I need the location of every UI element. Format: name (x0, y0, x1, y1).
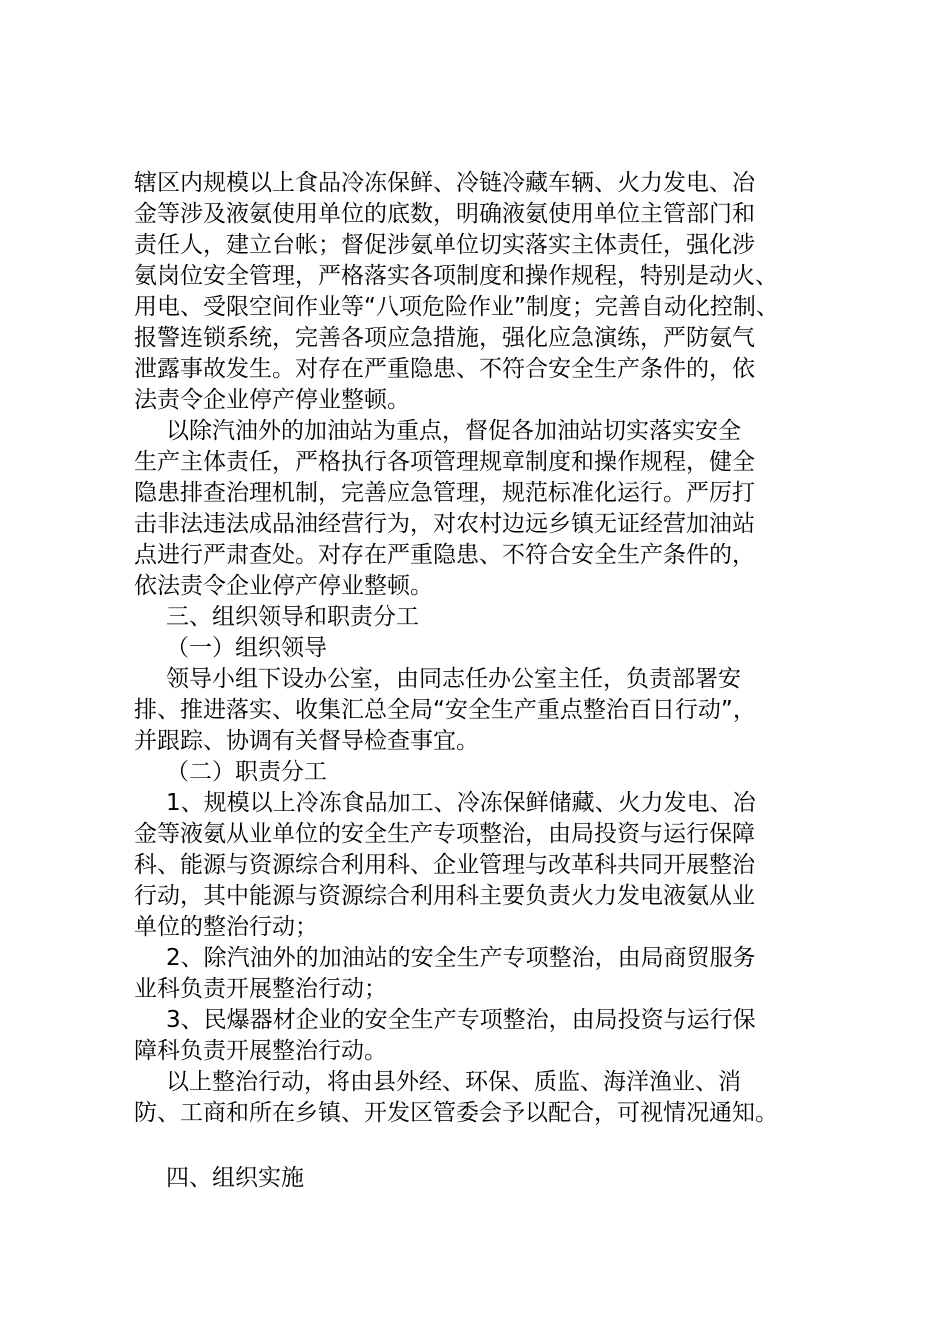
text-line: 金等液氨从业单位的安全生产专项整治，由局投资与运行保障 (134, 821, 755, 847)
text-line: 领导小组下设办公室，由同志任办公室主任，负责部署安 (166, 666, 741, 692)
text-line: 报警连锁系统，完善各项应急措施，强化应急演练，严防氨气 (134, 325, 755, 351)
text-line: 用电、受限空间作业等“八项危险作业”制度；完善自动化控制、 (134, 294, 779, 320)
text-line: 辖区内规模以上食品冷冻保鲜、冷链冷藏车辆、火力发电、冶 (134, 170, 755, 196)
text-line: 排、推进落实、收集汇总全局“安全生产重点整治百日行动”， (134, 697, 756, 723)
paragraph (134, 788, 834, 943)
section-heading (134, 633, 834, 664)
text-line: （一）组织领导 (166, 635, 327, 661)
text-line: 隐患排查治理机制，完善应急管理，规范标准化运行。严厉打 (134, 480, 755, 506)
paragraph (134, 416, 834, 602)
text-line: 障科负责开展整治行动。 (134, 1038, 387, 1064)
text-line: 泄露事故发生。对存在严重隐患、不符合安全生产条件的，依 (134, 356, 755, 382)
text-line: 金等涉及液氨使用单位的底数，明确液氨使用单位主管部门和 (134, 201, 755, 227)
text-line: 氨岗位安全管理，严格落实各项制度和操作规程，特别是动火、 (134, 263, 778, 289)
text-line: （二）职责分工 (166, 759, 327, 785)
paragraph (134, 1005, 834, 1067)
text-line: 生产主体责任，严格执行各项管理规章制度和操作规程，健全 (134, 449, 755, 475)
text-line: 法责令企业停产停业整顿。 (134, 387, 410, 413)
text-line: 3、民爆器材企业的安全生产专项整治，由局投资与运行保 (166, 1007, 756, 1033)
document-body (134, 168, 834, 1194)
text-line: 业科负责开展整治行动； (134, 976, 387, 1002)
text-line: 以上整治行动，将由县外经、环保、质监、海洋渔业、消 (166, 1069, 741, 1095)
paragraph (134, 943, 834, 1005)
paragraph (134, 1067, 834, 1129)
text-line: 行动，其中能源与资源综合利用科主要负责火力发电液氨从业 (134, 883, 755, 909)
text-line: 并跟踪、协调有关督导检查事宜。 (134, 728, 479, 754)
paragraph (134, 168, 834, 416)
section-heading (134, 1163, 834, 1194)
section-heading (134, 757, 834, 788)
text-line: 依法责令企业停产停业整顿。 (134, 573, 433, 599)
paragraph (134, 664, 834, 757)
text-line: 击非法违法成品油经营行为，对农村边远乡镇无证经营加油站 (134, 511, 755, 537)
text-line: 三、组织领导和职责分工 (166, 604, 419, 630)
text-line: 以除汽油外的加油站为重点，督促各加油站切实落实安全 (166, 418, 741, 444)
text-line: 四、组织实施 (166, 1165, 304, 1191)
text-line: 2、除汽油外的加油站的安全生产专项整治，由局商贸服务 (166, 945, 756, 971)
text-line: 责任人，建立台帐；督促涉氨单位切实落实主体责任，强化涉 (134, 232, 755, 258)
text-line: 科、能源与资源综合利用科、企业管理与改革科共同开展整治 (134, 852, 755, 878)
text-line: 单位的整治行动； (134, 914, 318, 940)
paragraph-gap (134, 1129, 834, 1163)
text-line: 防、工商和所在乡镇、开发区管委会予以配合，可视情况通知。 (134, 1100, 778, 1126)
section-heading (134, 602, 834, 633)
text-line: 1、规模以上冷冻食品加工、冷冻保鲜储藏、火力发电、冶 (166, 790, 756, 816)
text-line: 点进行严肃查处。对存在严重隐患、不符合安全生产条件的， (134, 542, 755, 568)
